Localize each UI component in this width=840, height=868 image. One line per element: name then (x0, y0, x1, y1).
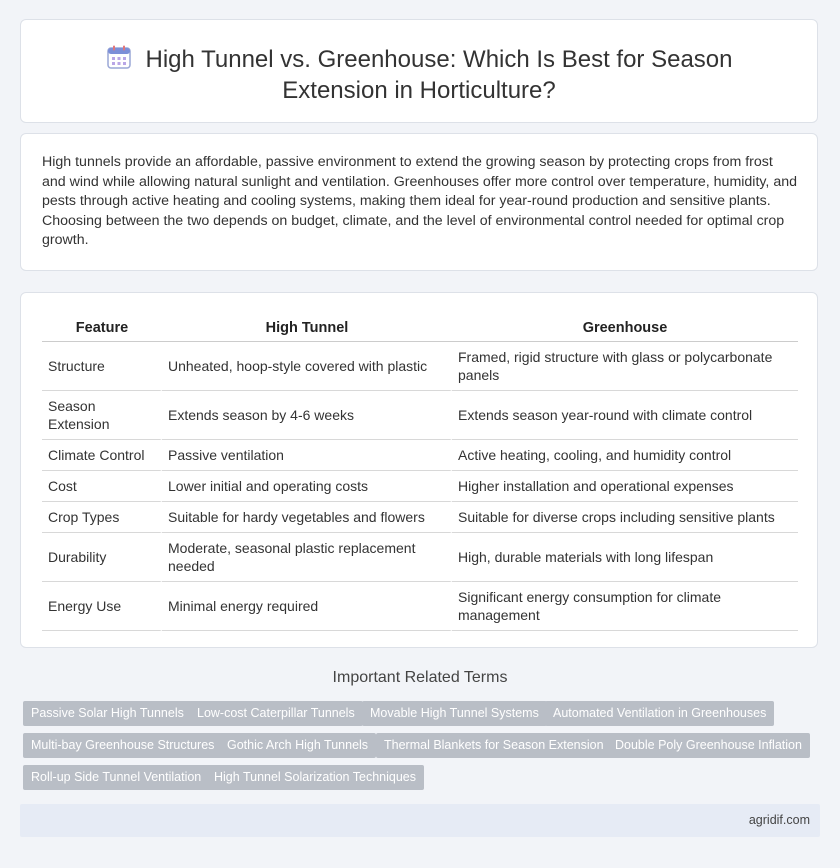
feature-cell: Structure (42, 342, 162, 391)
related-terms-title: Important Related Terms (332, 669, 508, 686)
header-high-tunnel: High Tunnel (162, 315, 452, 342)
comparison-card (20, 292, 818, 648)
feature-cell: Season Extension (42, 391, 162, 440)
high-tunnel-cell: Passive ventilation (162, 440, 452, 471)
high-tunnel-cell: Lower initial and operating costs (162, 471, 452, 502)
greenhouse-cell: Extends season year-round with climate control (452, 391, 798, 440)
related-term-tag[interactable]: Automated Ventilation in Greenhouses (545, 701, 774, 726)
greenhouse-cell: High, durable materials with long lifespan (452, 533, 798, 582)
table-row (42, 471, 798, 502)
high-tunnel-cell: Suitable for hardy vegetables and flowers (162, 502, 452, 533)
feature-cell: Cost (42, 471, 162, 502)
header-feature: Feature (42, 315, 162, 342)
related-term-tag[interactable]: Thermal Blankets for Season Extension (376, 733, 612, 758)
feature-cell: Energy Use (42, 582, 162, 631)
table-row (42, 582, 798, 631)
table-row (42, 440, 798, 471)
related-term-tag[interactable]: Movable High Tunnel Systems (362, 701, 547, 726)
table-row (42, 391, 798, 440)
page-title (21, 44, 817, 106)
comparison-table (42, 315, 798, 631)
calendar-icon (106, 44, 132, 70)
table-row (42, 342, 798, 391)
related-term-tag[interactable]: Roll-up Side Tunnel Ventilation (23, 765, 209, 790)
feature-cell: Climate Control (42, 440, 162, 471)
related-term-tag[interactable]: Double Poly Greenhouse Inflation (607, 733, 810, 758)
high-tunnel-cell: Minimal energy required (162, 582, 452, 631)
greenhouse-cell: Framed, rigid structure with glass or polycarbonate panels (452, 342, 798, 391)
title-card (20, 19, 818, 123)
page-title-text: High Tunnel vs. Greenhouse: Which Is Best for Season Extension in Horticulture? (145, 46, 733, 104)
greenhouse-cell: Significant energy consumption for climate management (452, 582, 798, 631)
high-tunnel-cell: Moderate, seasonal plastic replacement needed (162, 533, 452, 582)
footer-site-link[interactable]: agridif.com (748, 813, 810, 827)
intro-card (20, 133, 818, 271)
footer (20, 804, 820, 837)
greenhouse-cell: Suitable for diverse crops including sensitive plants (452, 502, 798, 533)
feature-cell: Crop Types (42, 502, 162, 533)
feature-cell: Durability (42, 533, 162, 582)
related-term-tag[interactable]: High Tunnel Solarization Techniques (206, 765, 424, 790)
greenhouse-cell: Higher installation and operational expenses (452, 471, 798, 502)
related-term-tag[interactable]: Multi-bay Greenhouse Structures (23, 733, 222, 758)
table-header-row (42, 315, 798, 342)
table-row (42, 533, 798, 582)
header-greenhouse: Greenhouse (452, 315, 798, 342)
greenhouse-cell: Active heating, cooling, and humidity control (452, 440, 798, 471)
high-tunnel-cell: Extends season by 4-6 weeks (162, 391, 452, 440)
intro-paragraph: High tunnels provide an affordable, passive environment to extend the growing season by protecting crops from frost and wind while allowing natural sunlight and ventilation. Greenhouses offer more control over temperature, humidity, and pests through active heating and cooling systems, making them ideal for year-round production and sensitive plants. Choosing between the two depends on budget, climate, and the level of environmental control needed for optimal crop growth. (42, 154, 797, 248)
related-term-tag[interactable]: Low-cost Caterpillar Tunnels (189, 701, 363, 726)
table-row (42, 502, 798, 533)
high-tunnel-cell: Unheated, hoop-style covered with plastic (162, 342, 452, 391)
related-term-tag[interactable]: Passive Solar High Tunnels (23, 701, 192, 726)
related-term-tag[interactable]: Gothic Arch High Tunnels (219, 733, 376, 758)
